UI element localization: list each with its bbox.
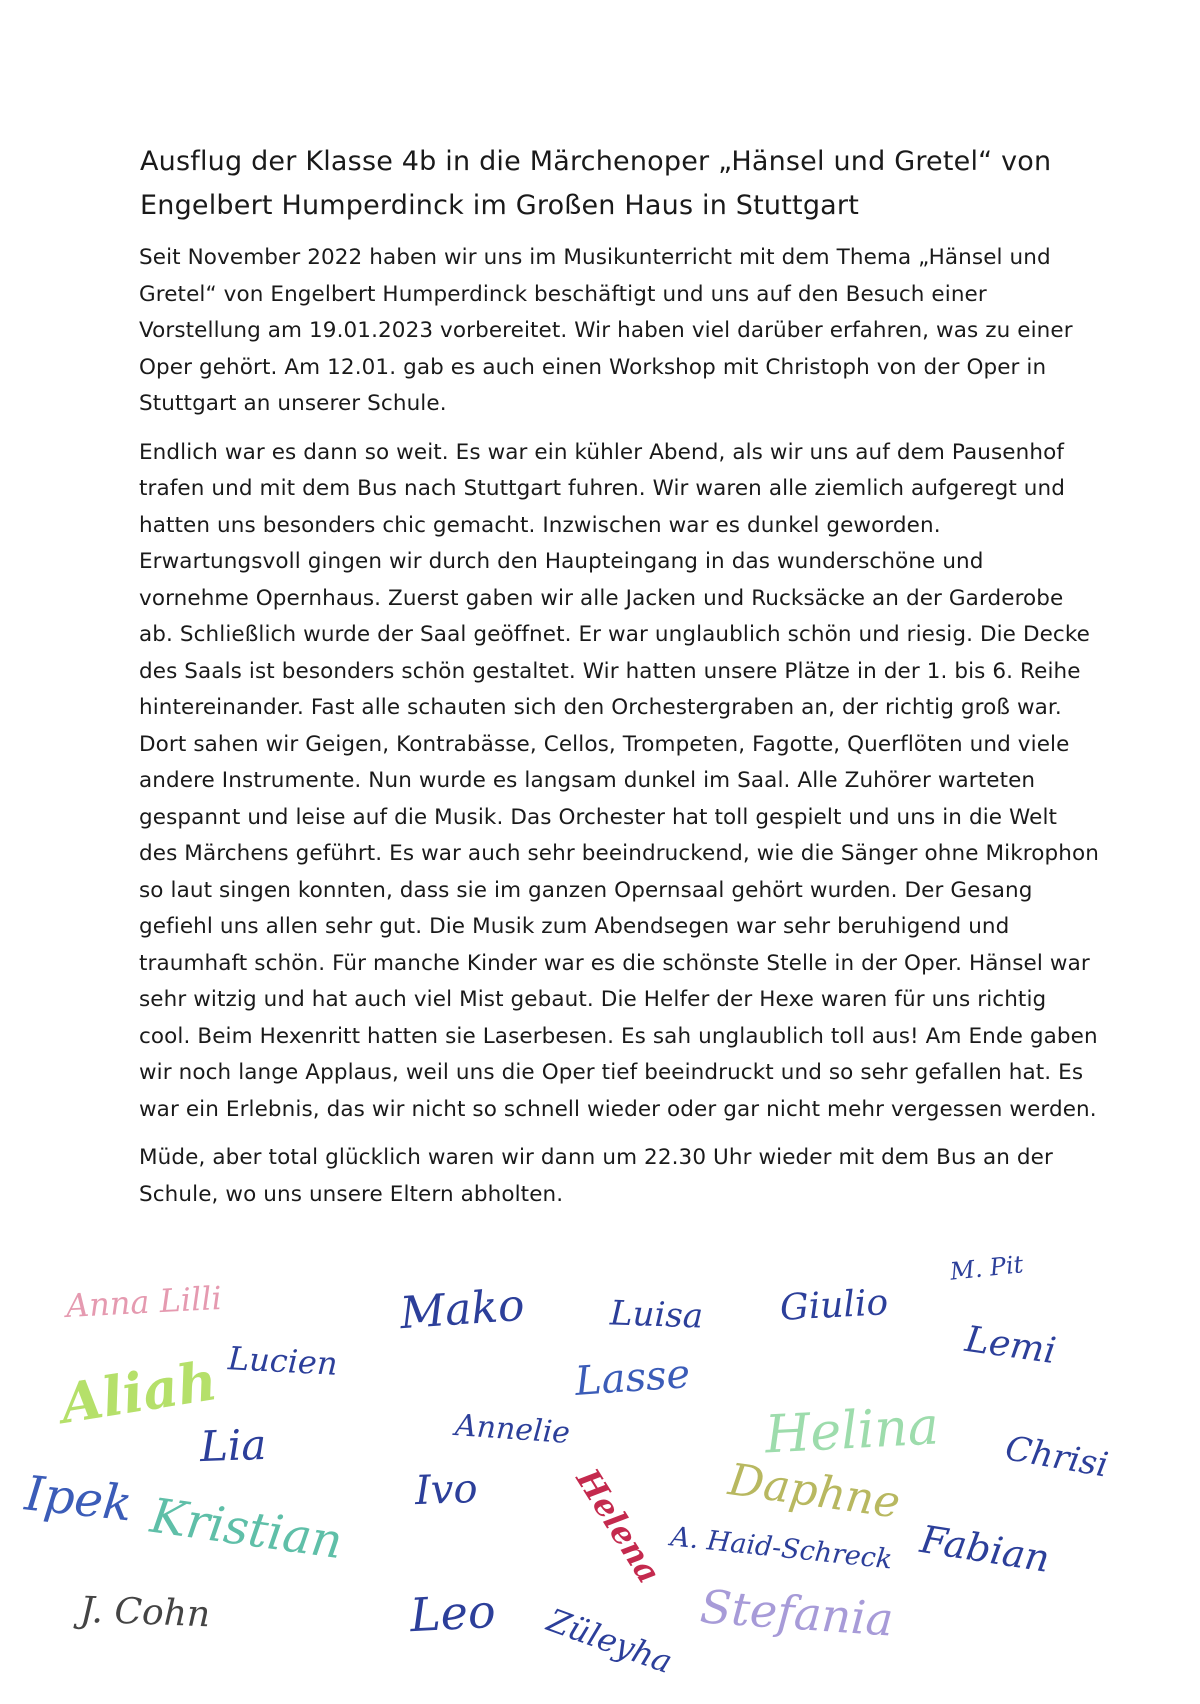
signatures-area	[0, 1250, 1200, 1704]
signature: Helina	[763, 1396, 941, 1466]
signature: Lucien	[227, 1339, 339, 1383]
paragraph-main: Endlich war es dann so weit. Es war ein kühler Abend, als wir uns auf dem Pausenhof trafen und mit dem Bus nach Stuttgart fuhren. Wir waren alle ziemlich aufgeregt und hatten uns besonders chic gemacht. Inzwischen war es dunkel geworden. Erwartungsvoll gingen wir durch den Haupteingang in das wunderschöne und vornehme Opernhaus. Zuerst gaben wir alle Jacken und Rucksäcke an der Garderobe ab. Schließlich wurde der Saal geöffnet. Er war unglaublich schön und riesig. Die Decke des Saals ist besonders schön gestaltet. Wir hatten unsere Plätze in der 1. bis 6. Reihe hintereinander. Fast alle schauten sich den Orchestergraben an, der richtig groß war. Dort sahen wir Geigen, Kontrabässe, Cellos, Trompeten, Fagotte, Querflöten und viele andere Instrumente. Nun wurde es langsam dunkel im Saal. Alle Zuhörer warteten gespannt und leise auf die Musik. Das Orchester hat toll gespielt und uns in die Welt des Märchens geführt. Es war auch sehr beeindruckend, wie die Sänger ohne Mikrophon so laut singen konnten, dass sie im ganzen Opernsaal gehört wurden. Der Gesang gefiehl uns allen sehr gut. Die Musik zum Abendsegen war sehr beruhigend und traumhaft schön. Für manche Kinder war es die schönste Stelle in der Oper. Hänsel war sehr witzig und hat auch viel Mist gebaut. Die Helfer der Hexe waren für uns richtig cool. Beim Hexenritt hatten sie Laserbesen. Es sah unglaublich toll aus! Am Ende gaben wir noch lange Applaus, weil uns die Oper tief beeindruckt und so sehr gefallen hat. Es war ein Erlebnis, das wir nicht so schnell wieder oder gar nicht mehr vergessen werden.	[139, 439, 1099, 1122]
signature: J. Cohn	[79, 1589, 211, 1636]
signature: Daphne	[725, 1454, 904, 1529]
signature: Lia	[199, 1419, 268, 1472]
paragraph-closing: Müde, aber total glücklich waren wir dann um 22.30 Uhr wieder mit dem Bus an der Schule, wo uns unsere Eltern abholten.	[139, 1145, 1053, 1207]
paragraph-intro: Seit November 2022 haben wir uns im Musikunterricht mit dem Thema „Hänsel und Gretel“ von Engelbert Humperdinck beschäftigt und uns auf den Besuch einer Vorstellung am 19.01.2023 vorbereitet. Wir haben viel darüber erfahren, was zu einer Oper gehört. Am 12.01. gab es auch einen Workshop mit Christoph von der Oper in Stuttgart an unserer Schule.	[139, 245, 1073, 416]
signature: Ipek	[22, 1465, 135, 1533]
signature: Lemi	[962, 1318, 1059, 1373]
signature: Anna Lilli	[65, 1278, 223, 1326]
signature: Lasse	[573, 1351, 692, 1405]
signature: Luisa	[609, 1293, 704, 1337]
title-line-2: Engelbert Humperdinck im Großen Haus in Stuttgart	[140, 190, 859, 221]
signature: Aliah	[55, 1348, 222, 1436]
signature: Ivo	[414, 1465, 479, 1515]
signature: Leo	[408, 1583, 497, 1643]
title-line-1: Ausflug der Klasse 4b in die Märchenoper „Hänsel und Gretel“ von	[140, 146, 1052, 177]
document-title	[140, 140, 1080, 228]
signature: Helena	[568, 1462, 669, 1590]
signature: Fabian	[917, 1517, 1053, 1581]
signature: Mako	[398, 1279, 527, 1340]
signature: Züleyha	[542, 1600, 678, 1682]
signature: A. Haid-Schreck	[668, 1521, 894, 1576]
signature: M. Pit	[948, 1250, 1025, 1286]
signature: Giulio	[778, 1282, 890, 1329]
signature: Annelie	[453, 1408, 572, 1451]
document-body	[139, 240, 1099, 1225]
signature: Kristian	[147, 1487, 346, 1571]
signature: Stefania	[698, 1579, 896, 1647]
signature: Chrisi	[1002, 1428, 1112, 1486]
